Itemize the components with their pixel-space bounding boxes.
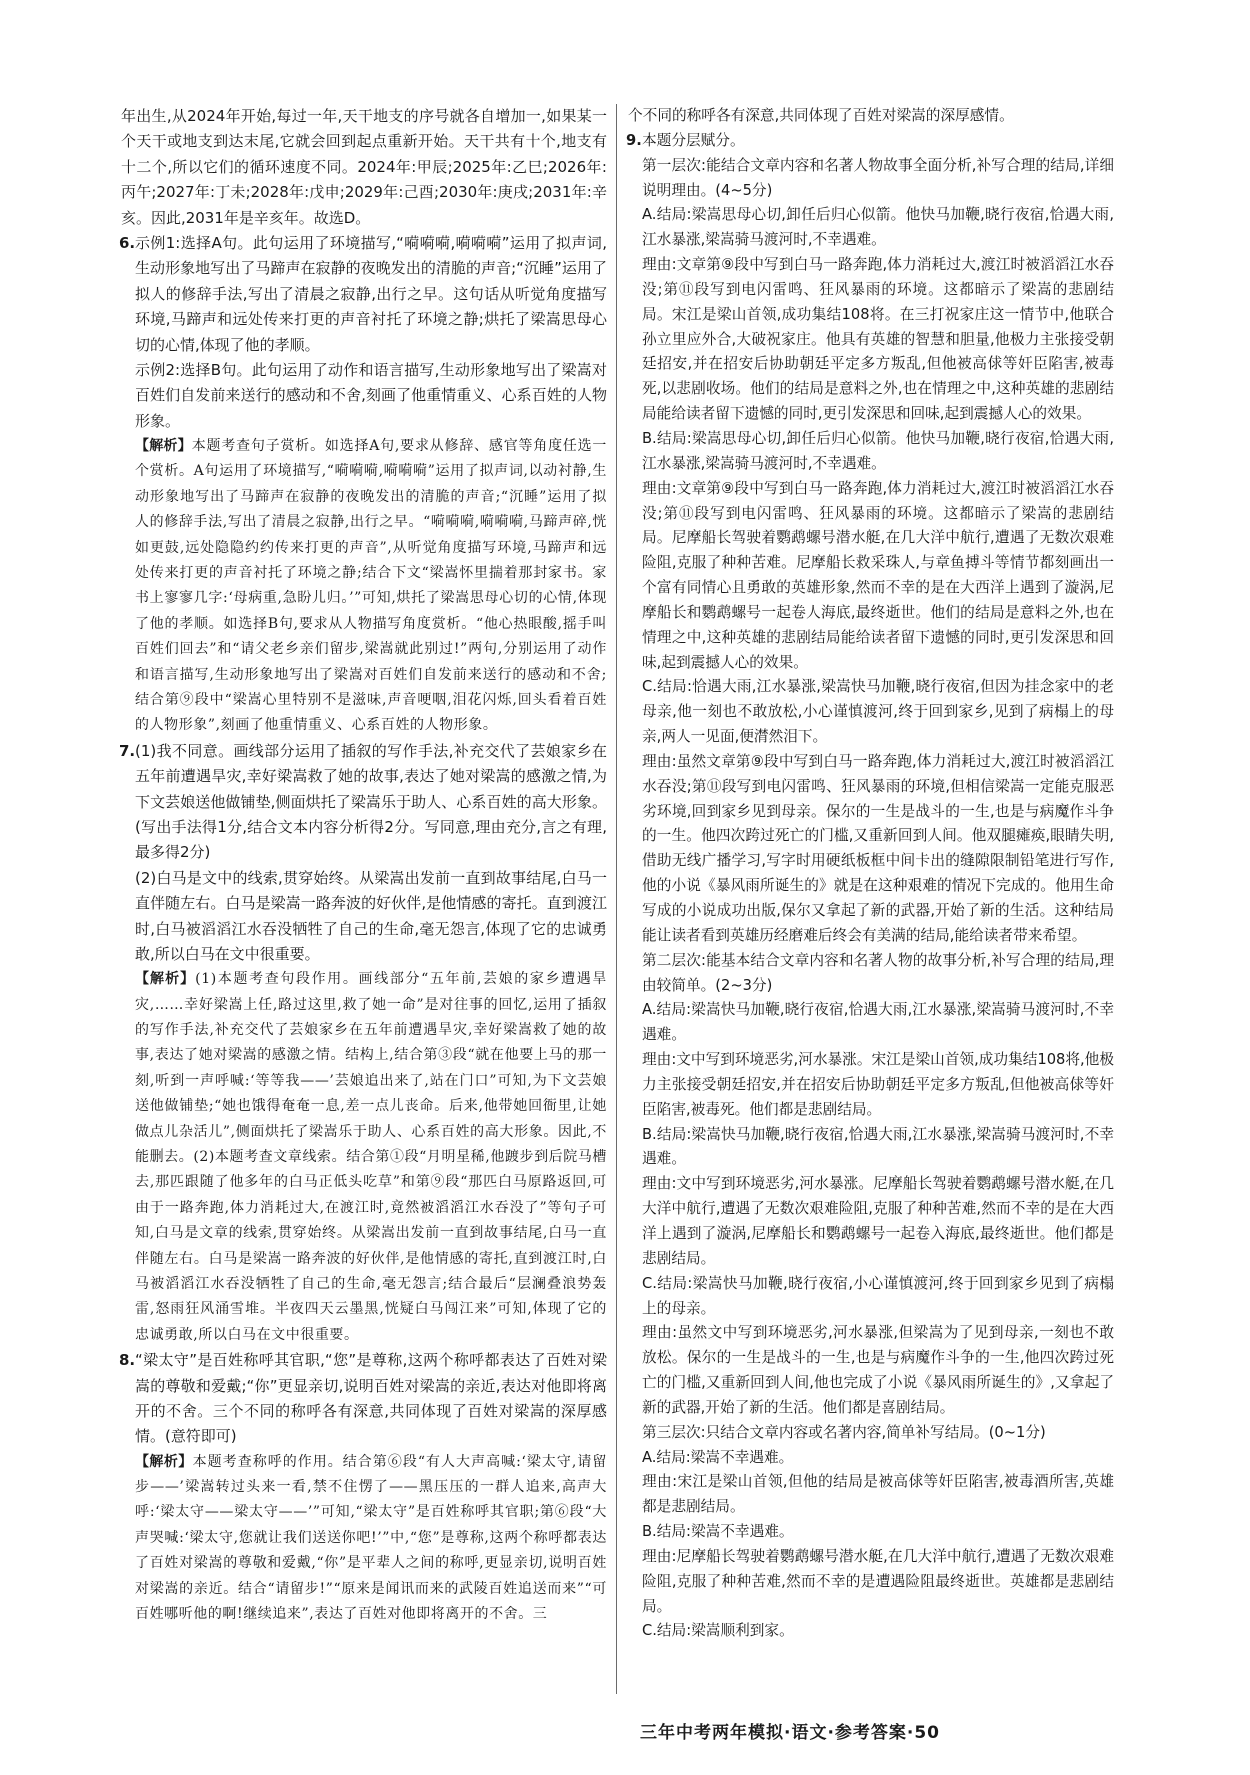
reason-paragraph: 理由:文章第⑨段中写到白马一路奔跑,体力消耗过大,渡江时被滔滔江水吞没;第⑪段写到电闪雷鸣、狂风暴雨的环境。这都暗示了梁嵩的悲剧结局。尼摩船长驾驶着鹦鹉螺号潜水艇,在几大洋中航行,遭遇了无数次艰难险阻,克服了种种苦难。尼摩船长救采珠人,与章鱼搏斗等情节都刻画出一个富有同情心且勇敢的英雄形象,然而不幸的是在大西洋上遇到了漩涡,尼摩船长和鹦鹉螺号一起卷人海底,最终逝世。他们的结局是意料之外,也在情理之中,这种英雄的悲剧结局能给读者留下遗憾的同时,更引发深思和回味,起到震撼人心的效果。 bbox=[642, 479, 1114, 671]
column-divider bbox=[616, 104, 617, 1694]
ending-option: B.结局:梁嵩思母心切,卸任后归心似箭。他快马加鞭,晓行夜宿,恰遇大雨,江水暴涨,梁嵩骑马渡河时,不幸遇难。 bbox=[642, 429, 1114, 472]
question-number: 8. bbox=[119, 1351, 136, 1370]
intro-paragraph: 年出生,从2024年开始,每过一年,天干地支的序号就各自增加一,如果某一个天干或地支到达末尾,它就会回到起点重新开始。天干共有十个,地支有十二个,所以它们的循环速度不同。2024年:甲辰;2025年:乙巳;2026年:丙午;2027年:丁未;2028年:戊申;2029年:己酉;2030年:庚戌;2031年:辛亥。因此,2031年是辛亥年。故选D。 bbox=[121, 107, 607, 227]
analysis-text: 本题考查句子赏析。如选择A句,要求从修辞、感官等角度任选一个赏析。A句运用了环境描写,“嗬嗬嗬,嗬嗬嗬”运用了拟声词,以动衬静,生动形象地写出了马蹄声在寂静的夜晚发出的清脆的声音;“沉睡”运用了拟人的修辞手法,写出了清晨之寂静,出行之早。“嗬嗬嗬,嗬嗬嗬,马蹄声碎,恍如更鼓,远处隐隐约约传来打更的声音”,从听觉角度描写环境,马蹄声和远处传来打更的声音衬托了环境之静;结合下文“梁嵩怀里揣着那封家书。家书上寥寥几字:‘母病重,急盼儿归。’”可知,烘托了梁嵩思母心切的心情,体现了他的孝顺。如选择B句,要求从人物描写角度赏析。“他心热眼酸,摇手叫百姓们回去”和“请父老乡亲们留步,梁嵩就此别过!”两句,分别运用了动作和语言描写,生动形象地写出了梁嵩对百姓们自发前来送行的感动和不舍;结合第⑨段中“梁嵩心里特别不是滋味,声音哽咽,泪花闪烁,回头看着百姓的人物形象”,刻画了他重情重义、心系百姓的人物形象。 bbox=[135, 438, 608, 734]
answer-paragraph: 示例1:选择A句。此句运用了环境描写,“嗬嗬嗬,嗬嗬嗬”运用了拟声词,生动形象地写出了马蹄声在寂静的夜晚发出的清脆的声音;“沉睡”运用了拟人的修辞手法,写出了清晨之寂静,出行之早。这句话从听觉角度描写环境,马蹄声和远处传来打更的声音衬托了环境之静;烘托了梁嵩思母心切的心情,体现了他的孝顺。 bbox=[135, 233, 607, 354]
reason-paragraph: 理由:虽然文章第⑨段中写到白马一路奔跑,体力消耗过大,渡江时被滔滔江水吞没;第⑪段写到电闪雷鸣、狂风暴雨的环境,但相信梁嵩一定能克服恶劣环境,回到家乡见到母亲。保尔的一生是战斗的一生,也是与病魔作斗争的一生。他四次跨过死亡的门槛,又重新回到人间。他双腿瘫痪,眼睛失明,借助无线广播学习,写字时用硬纸板框中间卡出的缝隙限制铅笔进行写作,他的小说《暴风雨所诞生的》就是在这种艰难的情况下完成的。他用生命写成的小说成功出版,保尔又拿起了新的武器,开始了新的生活。这种结局能让读者看到英雄历经磨难后终会有美满的结局,能给读者带来希望。 bbox=[642, 752, 1114, 944]
reason-paragraph: 理由:文中写到环境恶劣,河水暴涨。尼摩船长驾驶着鹦鹉螺号潜水艇,在几大洋中航行,遭遇了无数次艰难险阻,克服了种种苦难,然而不幸的是在大西洋上遇到了漩涡,尼摩船长和鹦鹉螺号一起卷入海底,最终逝世。他们都是悲剧结局。 bbox=[642, 1175, 1114, 1267]
footer-text: 三年中考两年模拟·语文·参考答案·50 bbox=[639, 1723, 941, 1743]
analysis-paragraph bbox=[135, 434, 607, 739]
analysis-label: 【解析】 bbox=[135, 971, 196, 988]
reason-paragraph: 理由:宋江是梁山首领,但他的结局是被高俅等奸臣陷害,被毒酒所害,英雄都是悲剧结局。 bbox=[642, 1473, 1114, 1516]
reason-paragraph: 理由:文中写到环境恶劣,河水暴涨。宋江是梁山首领,成功集结108将,他极力主张接受朝廷招安,并在招安后协助朝廷平定多方叛乱,但他被高俅等奸臣陷害,被毒死。他们都是悲剧结局。 bbox=[642, 1051, 1114, 1118]
analysis-paragraph bbox=[135, 967, 607, 1348]
right-column bbox=[628, 104, 1114, 1644]
analysis-paragraph bbox=[135, 1450, 607, 1628]
ending-option: C.结局:梁嵩快马加鞭,晓行夜宿,小心谨慎渡河,终于回到家乡见到了病榻上的母亲。 bbox=[642, 1274, 1114, 1317]
question-6 bbox=[121, 231, 607, 739]
ending-option: C.结局:梁嵩顺利到家。 bbox=[642, 1622, 794, 1640]
question-number: 7. bbox=[119, 741, 136, 760]
analysis-label: 【解析】 bbox=[135, 438, 192, 455]
analysis-label: 【解析】 bbox=[135, 1453, 193, 1470]
analysis-text: (1)本题考查句段作用。画线部分“五年前,芸娘的家乡遭遇旱灾,……幸好梁嵩上任,路过这里,救了她一命”是对往事的回忆,运用了插叙的写作手法,补充交代了芸娘家乡在五年前遭遇旱灾,幸好梁嵩救了她的故事,表达了她对梁嵩的感激之情。结构上,结合第③段“就在他要上马的那一刻,听到一声呼喊:‘等等我——’芸娘追出来了,站在门口”可知,为下文芸娘送他做铺垫;“她也饿得奄奄一息,差一点儿丧命。后来,他带她回衙里,让她做点儿杂活儿”,侧面烘托了梁嵩乐于助人、心系百姓的高大形象。因此,不能删去。(2)本题考查文章线索。结合第①段“月明星稀,他踱步到后院马槽去,那匹跟随了他多年的白马正低头吃草”和第⑨段“那匹白马原路返回,可由于一路奔跑,体力消耗过大,在渡江时,竟然被滔滔江水吞没了”等句子可知,白马是文章的线索,贯穿始终。从梁嵩出发前一直到故事结尾,白马一直伴随左右。白马是梁嵩一路奔波的好伙伴,是他情感的寄托,直到渡江时,白马被滔滔江水吞没牺牲了自己的生命,毫无怨言;结合最后“层澜叠浪势轰雷,怒雨狂风涌雪堆。半夜四天云墨黑,恍疑白马闯江来”可知,体现了它的忠诚勇敢,所以白马在文中很重要。 bbox=[135, 971, 607, 1343]
answer-paragraph: 示例2:选择B句。此句运用了动作和语言描写,生动形象地写出了梁嵩对百姓们自发前来送行的感动和不舍,刻画了他重情重义、心系百姓的人物形象。 bbox=[135, 360, 607, 430]
question-9 bbox=[628, 129, 1114, 1644]
ending-option: B.结局:梁嵩不幸遇难。 bbox=[642, 1523, 794, 1541]
reason-paragraph: 理由:虽然文中写到环境恶劣,河水暴涨,但梁嵩为了见到母亲,一刻也不敢放松。保尔的一生是战斗的一生,也是与病魔作斗争的一生,他四次跨过死亡的门槛,又重新回到人间,他也完成了小说《暴风雨所诞生的》,又拿起了新的武器,开始了新的生活。他们都是喜剧结局。 bbox=[642, 1324, 1114, 1416]
reason-paragraph: 理由:尼摩船长驾驶着鹦鹉螺号潜水艇,在几大洋中航行,遭遇了无数次艰难险阻,克服了种种苦难,然而不幸的是遭遇险阻最终逝世。英雄都是悲剧结局。 bbox=[642, 1547, 1114, 1615]
ending-option: A.结局:梁嵩思母心切,卸任后归心似箭。他快马加鞭,晓行夜宿,恰遇大雨,江水暴涨,梁嵩骑马渡河时,不幸遇难。 bbox=[642, 206, 1114, 249]
question-8 bbox=[121, 1348, 607, 1627]
ending-option: A.结局:梁嵩快马加鞭,晓行夜宿,恰遇大雨,江水暴涨,梁嵩骑马渡河时,不幸遇难。 bbox=[642, 1001, 1114, 1044]
question-number: 6. bbox=[119, 233, 136, 252]
left-column bbox=[121, 104, 607, 1627]
answer-paragraph: “梁太守”是百姓称呼其官职,“您”是尊称,这两个称呼都表达了百姓对梁嵩的尊敬和爱戴;“你”更显亲切,说明百姓对梁嵩的亲近,表达对他即将离开的不舍。三个不同的称呼各有深意,共同体现了百姓对梁嵩的深厚感情。(意符即可) bbox=[135, 1351, 607, 1446]
page-footer bbox=[0, 1718, 1250, 1743]
ending-option: B.结局:梁嵩快马加鞭,晓行夜宿,恰遇大雨,江水暴涨,梁嵩骑马渡河时,不幸遇难。 bbox=[642, 1125, 1114, 1168]
answer-paragraph: (1)我不同意。画线部分运用了插叙的写作手法,补充交代了芸娘家乡在五年前遭遇旱灾,幸好梁嵩救了她的故事,表达了她对梁嵩的感激之情,为下文芸娘送他做铺垫,侧面烘托了梁嵩乐于助人、心系百姓的高大形象。(写出手法得1分,结合文本内容分析得2分。写同意,理由充分,言之有理,最多得2分) bbox=[135, 741, 607, 862]
continuation-paragraph: 个不同的称呼各有深意,共同体现了百姓对梁嵩的深厚感情。 bbox=[628, 107, 1014, 124]
reason-paragraph: 理由:文章第⑨段中写到白马一路奔跑,体力消耗过大,渡江时被滔滔江水吞没;第⑪段写到电闪雷鸣、狂风暴雨的环境。这都暗示了梁嵩的悲剧结局。宋江是梁山首领,成功集结108将。在三打祝家庄这一情节中,他联合孙立里应外合,大破祝家庄。他具有英雄的智慧和胆量,他极力主张接受朝廷招安,并在招安后协助朝廷平定多方叛乱,但他被高俅等奸臣陷害,被毒死,以悲剧收场。他们的结局是意料之外,也在情理之中,这种英雄的悲剧结局能给读者留下遗憾的同时,更引发深思和回味,起到震撼人心的效果。 bbox=[642, 256, 1114, 423]
answer-paragraph: (2)白马是文中的线索,贯穿始终。从梁嵩出发前一直到故事结尾,白马一直伴随左右。白马是梁嵩一路奔波的好伙伴,是他情感的寄托。直到渡江时,白马被滔滔江水吞没牺牲了自己的生命,毫无怨言,体现了它的忠诚勇敢,所以白马在文中很重要。 bbox=[135, 868, 607, 963]
ending-option: C.结局:恰遇大雨,江水暴涨,梁嵩快马加鞭,晓行夜宿,但因为挂念家中的老母亲,他一刻也不敢放松,小心谨慎渡河,终于回到家乡,见到了病榻上的母亲,两人一见面,便潸然泪下。 bbox=[642, 678, 1114, 746]
analysis-text: 本题考查称呼的作用。结合第⑥段“有人大声高喊:‘梁太守,请留步——’梁嵩转过头来一看,禁不住愣了——黑压压的一群人追来,高声大呼:‘梁太守——梁太守——’”可知,“梁太守”是百姓称呼其官职;第⑥段“大声哭喊:‘梁太守,您就让我们送送你吧!’”中,“您”是尊称,这两个称呼都表达了百姓对梁嵩的尊敬和爱戴,“你”是平辈人之间的称呼,更显亲切,说明百姓对梁嵩的亲近。结合“请留步!”“原来是闻讯而来的武陵百姓追送而来”“可百姓哪听他的啊!继续追来”,表达了百姓对他即将离开的不舍。三 bbox=[135, 1453, 607, 1623]
question-number: 9. bbox=[626, 131, 642, 149]
answer-heading: 本题分层赋分。 bbox=[642, 131, 745, 149]
question-7 bbox=[121, 739, 607, 1348]
level-heading: 第三层次:只结合文章内容或名著内容,简单补写结局。(0~1分) bbox=[642, 1423, 1046, 1441]
ending-option: A.结局:梁嵩不幸遇难。 bbox=[642, 1448, 794, 1466]
level-heading: 第二层次:能基本结合文章内容和名著人物的故事分析,补写合理的结局,理由较简单。(2~3分) bbox=[642, 951, 1114, 994]
level-heading: 第一层次:能结合文章内容和名著人物故事全面分析,补写合理的结局,详细说明理由。(4~5分) bbox=[642, 156, 1114, 199]
